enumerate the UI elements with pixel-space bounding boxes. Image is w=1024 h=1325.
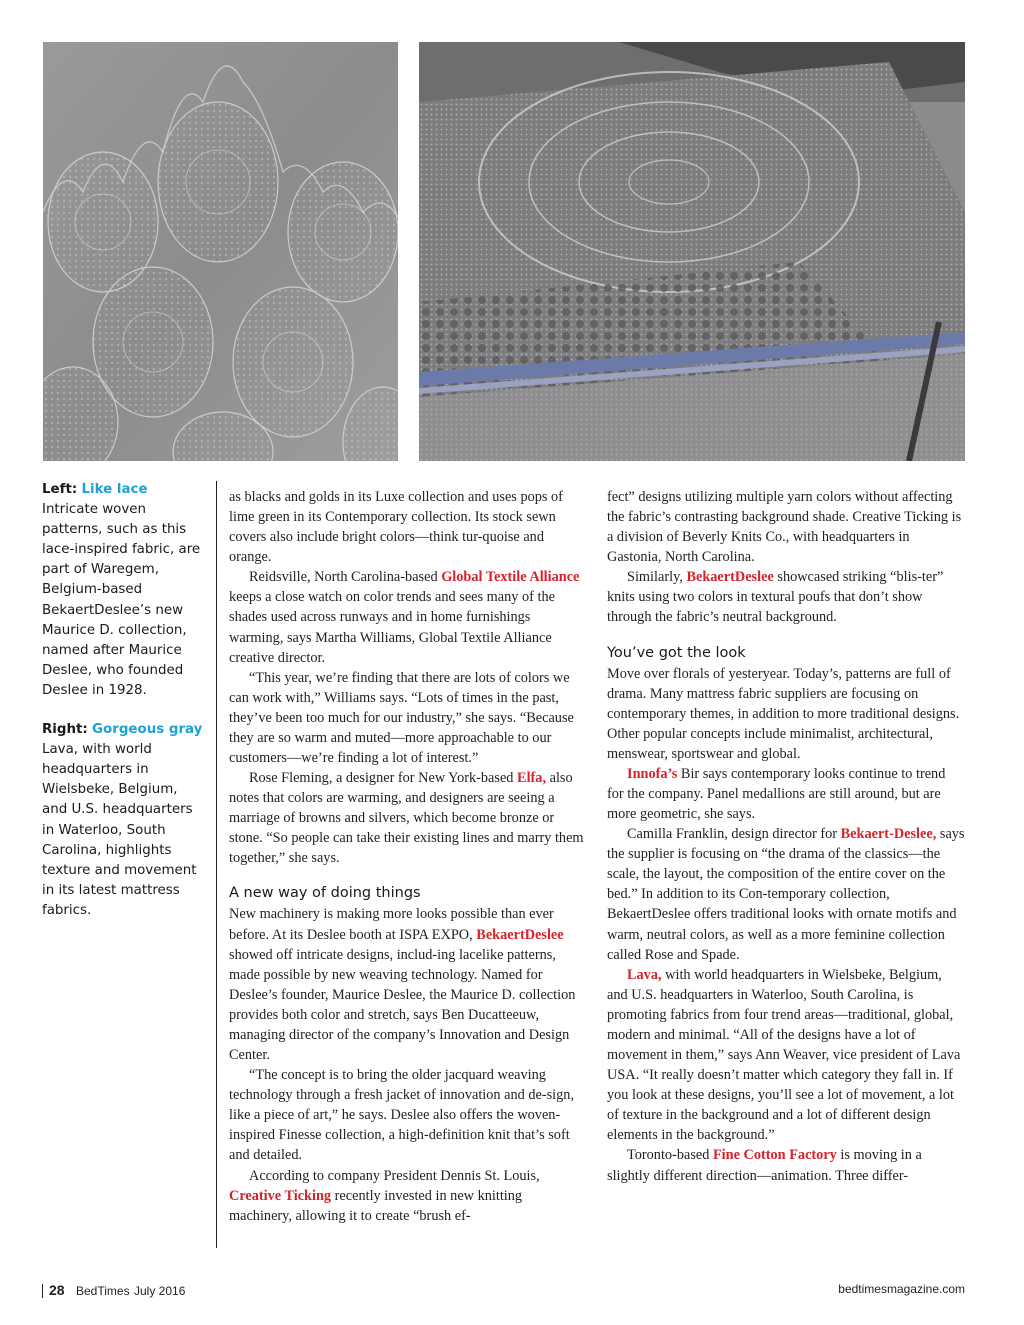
company-name: Creative Ticking bbox=[229, 1187, 332, 1204]
footer-divider bbox=[42, 1284, 43, 1298]
paragraph bbox=[607, 764, 965, 824]
paragraph: as blacks and golds in its Luxe collection and uses pops of lime green in its Contemporary collection. Its stock sewn covers also include bright colors—think tur-quoise and orange. bbox=[229, 489, 563, 566]
company-name: BekaertDeslee bbox=[476, 926, 564, 943]
paragraph-text: Rose Fleming, a designer for New York-based bbox=[249, 770, 514, 787]
paragraph-text: recently invested in new knitting machinery, allowing it to create “brush ef- bbox=[229, 1187, 523, 1224]
paragraph: “The concept is to bring the older jacquard weaving technology through a fresh jacket of innovation and de-sign, like a piece of art,” he says. Deslee also offers the woven-inspired Finesse collection, a high-definition knit that’s soft and detailed. bbox=[229, 1067, 575, 1164]
paragraph-text: with world headquarters in Wielsbeke, Belgium, and U.S. headquarters in Waterloo, South Carolina, is promoting fabrics from four trend areas—traditional, global, modern and minimal. “All of the designs have a lot of movement in them,” says Ann Weaver, vice president of Lava USA. “It really doesn’t matter which category they fall in. If you look at these designs, you’ll see a lot of movement, a lot of texture in the background and a lot of different design elements in the background.” bbox=[607, 966, 961, 1144]
company-name: BekaertDeslee bbox=[686, 569, 774, 586]
caption-left bbox=[42, 480, 204, 701]
paragraph bbox=[229, 768, 584, 868]
paragraph bbox=[229, 904, 584, 1065]
article-column-2 bbox=[229, 487, 584, 1226]
caption-left-text: Intricate woven patterns, such as this lace-inspired fabric, are part of Waregem, Belgium-based BekaertDeslee’s new Maurice D. collection, named after Maurice Deslee, who founded Deslee in 1928. bbox=[42, 502, 201, 698]
paragraph bbox=[229, 567, 584, 667]
paragraph bbox=[607, 1145, 965, 1185]
photo-gray-mattress-fabric bbox=[419, 42, 965, 461]
paragraph-text: New machinery is making more looks possible than ever before. At its Deslee booth at ISPA EXPO, bbox=[229, 906, 554, 943]
caption-left-highlight: Like lace bbox=[81, 482, 148, 497]
company-name: Elfa, bbox=[517, 770, 547, 787]
paragraph bbox=[607, 824, 965, 965]
caption-right-label: Right: bbox=[42, 722, 88, 738]
paragraph: fect” designs utilizing multiple yarn colors without affecting the fabric’s contrasting background shade. Creative Ticking is a division of Beverly Knits Co., with headquarters in Gastonia, North Carolina. bbox=[607, 489, 962, 566]
section-heading: You’ve got the look bbox=[607, 644, 746, 661]
company-name: Global Textile Alliance bbox=[441, 569, 580, 586]
page-number: 28 bbox=[49, 1282, 65, 1298]
caption-right-highlight: Gorgeous gray bbox=[92, 722, 203, 738]
photo-caption bbox=[42, 480, 204, 940]
article-column-3 bbox=[607, 487, 965, 1186]
company-name: Bekaert-Deslee, bbox=[840, 826, 937, 843]
paragraph-text: Similarly, bbox=[627, 569, 683, 586]
caption-left-label: Left: bbox=[42, 482, 78, 497]
column-divider bbox=[216, 481, 217, 1248]
section-heading: A new way of doing things bbox=[229, 885, 421, 902]
website-url[interactable]: bedtimesmagazine.com bbox=[838, 1282, 965, 1296]
photo-lace-fabric bbox=[43, 42, 398, 461]
paragraph-text: is moving in a slightly different direction—animation. Three differ- bbox=[607, 1147, 922, 1184]
paragraph-text: also notes that colors are warming, and designers are seeing a marriage of browns and silvers, which become bronze or stone. “So people can take their existing lines and marry them together,” she says. bbox=[229, 770, 584, 867]
paragraph-text: showcased striking “blis-ter” knits using two colors in textural poufs that don’t show through the fabric’s neutral background. bbox=[607, 569, 944, 626]
paragraph-text: showed off intricate designs, includ-ing lacelike patterns, made possible by new weaving technology. Named for Deslee’s founder, Maurice Deslee, the Maurice D. collection provides both color and stretch, says Ben Ducatteeuw, managing director of the company’s Innovation and Design Center. bbox=[229, 946, 576, 1064]
paragraph: Move over florals of yesteryear. Today’s, patterns are full of drama. Many mattress fabric suppliers are focusing on contemporary themes, in addition to more traditional designs. Other popular concepts include minimalist, architectural, menswear, sportswear and global. bbox=[607, 665, 960, 762]
publication-name: BedTimes bbox=[76, 1284, 130, 1298]
paragraph bbox=[607, 567, 965, 627]
company-name: Lava, bbox=[627, 966, 662, 983]
paragraph-text: According to company President Dennis St. Louis, bbox=[249, 1167, 540, 1184]
issue-date: July 2016 bbox=[134, 1284, 186, 1298]
company-name: Fine Cotton Factory bbox=[712, 1147, 837, 1164]
caption-right-text: Lava, with world headquarters in Wielsbeke, Belgium, and U.S. headquarters in Waterloo, South Carolina, highlights texture and movement in its latest mattress fabrics. bbox=[42, 742, 197, 918]
paragraph-text: says the supplier is focusing on “the drama of the classics—the scale, the layout, the composition of the entire cover on the bed.” In addition to its Con-temporary collection, BekaertDeslee offers traditional looks with ornate motifs and warm, neutral colors, as well as a more feminine collection called Rose and Spade. bbox=[607, 826, 965, 963]
paragraph-text: Reidsville, North Carolina-based bbox=[249, 569, 438, 586]
paragraph-text: Bir says contemporary looks continue to trend for the company. Panel medallions are still around, but are more geometric, she says. bbox=[607, 765, 946, 823]
paragraph-text: Toronto-based bbox=[627, 1147, 710, 1164]
caption-right bbox=[42, 720, 204, 921]
paragraph-text: Camilla Franklin, design director for bbox=[627, 826, 838, 843]
paragraph bbox=[607, 965, 965, 1146]
company-name: Innofa’s bbox=[627, 765, 678, 782]
paragraph-text: keeps a close watch on color trends and sees many of the shades used across runways and in home furnishings warming, says Martha Williams, Global Textile Alliance creative director. bbox=[229, 589, 555, 666]
paragraph bbox=[229, 1166, 584, 1226]
paragraph: “This year, we’re finding that there are lots of colors we can work with,” Williams says. “Lots of times in the past, they’ve been too much for our industry,” she says. “Because they are so warm and muted—more approachable to our customers—we’re finding a lot of interest.” bbox=[229, 669, 574, 767]
page-footer bbox=[0, 1282, 1024, 1302]
